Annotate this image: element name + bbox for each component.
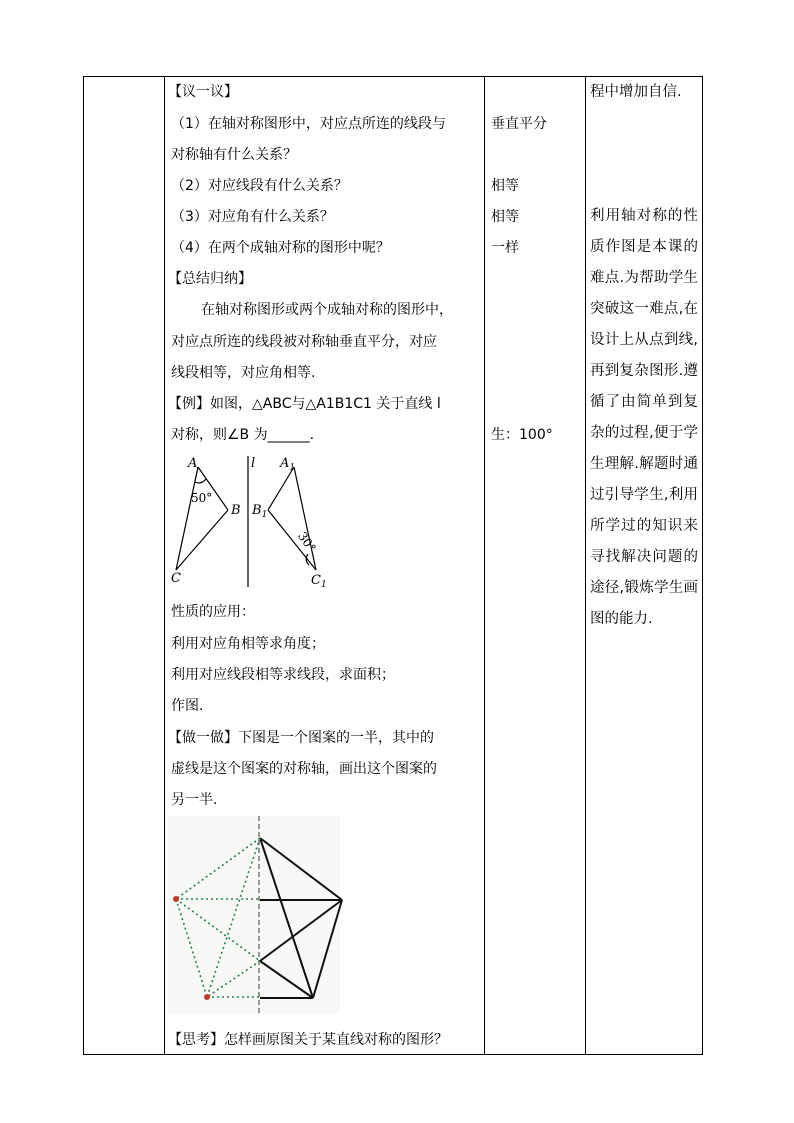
table-border-col3 [484, 76, 485, 1054]
answer-2: 相等 [491, 178, 519, 194]
summary-line-2: 对应点所连的线段被对称轴垂直平分，对应 [171, 334, 437, 350]
think-label: 【思考】 [168, 1032, 224, 1048]
discuss-title: 【议一议】 [168, 84, 238, 100]
label-a1 [279, 456, 295, 473]
doit-line-2: 虚线是这个图案的对称轴，画出这个图案的 [171, 761, 437, 777]
doit-label: 【做一做】 [168, 730, 238, 746]
label-c: C [171, 571, 181, 586]
application-item-3: 作图. [171, 698, 204, 714]
angle-label-50: 50° [191, 491, 213, 505]
triangle-a1b1c1-side-a1b1 [268, 467, 294, 510]
label-c1 [311, 573, 327, 590]
think-text: 怎样画原图关于某直线对称的图形？ [224, 1032, 448, 1048]
design-note-1: 程中增加自信. [590, 84, 682, 100]
example-text-1: 如图，△ABC与△A1B1C1 关于直线 l [210, 396, 441, 412]
angle-label-30: 30° [295, 529, 319, 555]
label-b1 [251, 503, 267, 520]
summary-line-3: 线段相等，对应角相等. [171, 365, 316, 381]
doit-text-1: 下图是一个图案的一半，其中的 [238, 730, 434, 746]
angle-arc-a [195, 479, 206, 483]
design-notes [590, 77, 698, 635]
table-border-right [702, 76, 703, 1054]
question-1-line-2: 对称轴有什么关系？ [171, 147, 297, 163]
doit-line-3: 另一半. [171, 792, 218, 808]
answer-1: 垂直平分 [491, 116, 547, 132]
table-border-col4 [585, 76, 586, 1054]
question-2: （2）对应线段有什么关系？ [171, 178, 348, 194]
table-border-left [83, 76, 84, 1054]
label-b: B [231, 503, 241, 518]
question-1-line-1: （1）在轴对称图形中，对应点所连的线段与 [171, 116, 446, 132]
triangle-a1b1c1-side-a1c1 [294, 467, 316, 570]
question-3: （3）对应角有什么关系？ [171, 209, 334, 225]
answer-4: 一样 [491, 240, 519, 256]
application-title: 性质的应用： [171, 604, 255, 620]
table-border-col2 [164, 76, 165, 1054]
question-4: （4）在两个成轴对称的图形中呢？ [171, 240, 390, 256]
answer-3: 相等 [491, 209, 519, 225]
label-b1-letter: B [252, 503, 262, 518]
label-b1-sub: 1 [261, 510, 268, 520]
example-line-1 [168, 394, 441, 414]
example-label: 【例】 [168, 396, 210, 412]
doit-line-1 [168, 728, 434, 748]
label-a1-sub: 1 [289, 463, 296, 473]
summary-title: 【总结归纳】 [168, 271, 252, 287]
figure-background [168, 816, 340, 1014]
triangle-abc-side-ac [176, 467, 198, 570]
application-item-1: 利用对应角相等求角度； [171, 636, 325, 652]
label-l: l [251, 456, 256, 471]
table-border-bottom [83, 1054, 703, 1055]
label-a1-letter: A [280, 456, 290, 471]
point-left [173, 896, 179, 902]
pentagon-pattern-figure [168, 816, 348, 1016]
answer-5: 生：100° [491, 427, 553, 443]
think-line [168, 1030, 448, 1050]
example-line-2: 对称，则∠B 为______. [171, 427, 315, 443]
label-c1-letter: C [311, 573, 321, 588]
triangle-abc-side-bc [176, 510, 228, 570]
point-bottom-left [204, 994, 210, 1000]
label-a: A [188, 456, 198, 471]
symmetric-triangles-figure [168, 452, 338, 592]
summary-line-1: 在轴对称图形或两个成轴对称的图形中， [201, 302, 453, 318]
label-c1-sub: 1 [320, 580, 327, 590]
application-item-2: 利用对应线段相等求线段，求面积； [171, 667, 395, 683]
design-note-2: 利用轴对称的性质作图是本课的难点.为帮助学生突破这一难点,在设计上从点到线,再到复杂图形.遵循了由简单到复杂的过程,便于学生理解.解题时通过引导学生,利用所学过的知识来寻找解决问题的途径,锻炼学生画图的能力. [590, 208, 698, 627]
